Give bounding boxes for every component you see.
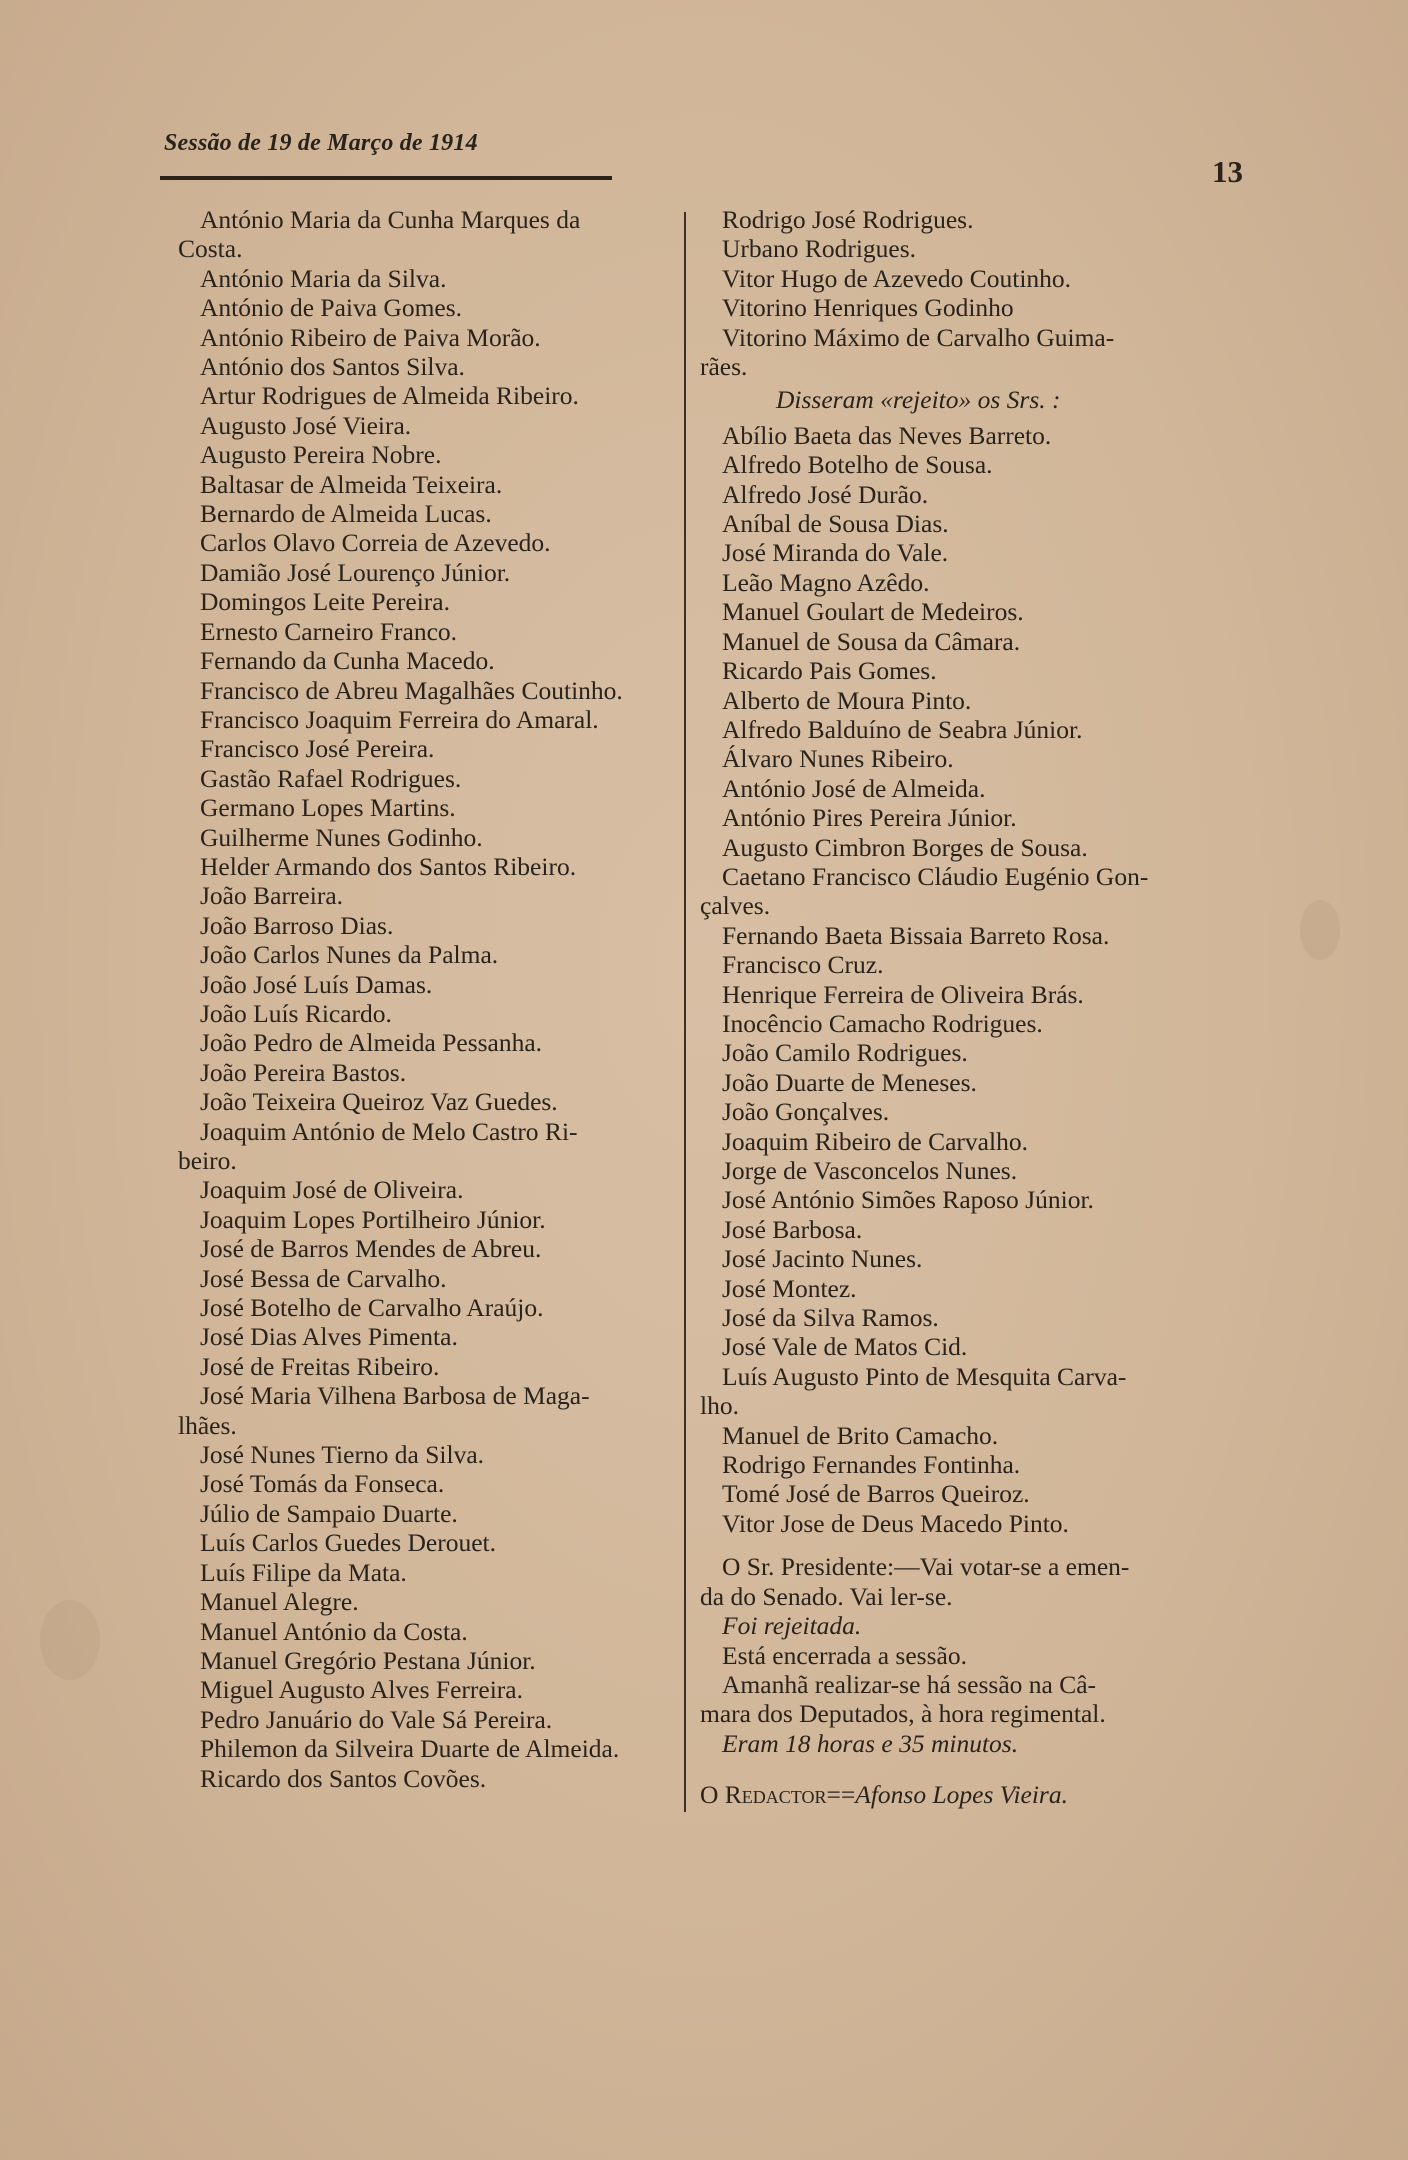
deputy-name: Henrique Ferreira de Oliveira Brás.	[722, 979, 1084, 1009]
deputy-name: João Camilo Rodrigues.	[722, 1038, 968, 1068]
session-title: Sessão de 19 de Março de 1914	[164, 130, 478, 156]
deputy-name: João Duarte de Meneses.	[722, 1067, 977, 1097]
deputy-name: çalves.	[700, 891, 771, 921]
deputy-name: José Jacinto Nunes.	[722, 1244, 923, 1274]
deputy-name: Manuel António da Costa.	[200, 1616, 468, 1646]
deputy-name: Joaquim José de Oliveira.	[200, 1175, 464, 1205]
paper-stain	[40, 1600, 100, 1680]
deputy-name: Fernando da Cunha Macedo.	[200, 646, 495, 676]
deputy-name: António dos Santos Silva.	[200, 352, 465, 382]
deputy-name: João Luís Ricardo.	[200, 998, 392, 1028]
deputy-name: Álvaro Nunes Ribeiro.	[722, 744, 954, 774]
deputy-name: José Maria Vilhena Barbosa de Maga-	[200, 1381, 590, 1411]
president-speech-1: —Vai votar-se a emen-	[894, 1552, 1130, 1582]
closing-time: Eram 18 horas e 35 minutos.	[722, 1728, 1019, 1758]
deputy-name: João José Luís Damas.	[200, 969, 433, 999]
deputy-name: Ricardo Pais Gomes.	[722, 656, 937, 686]
next-session-2: mara dos Deputados, à hora regimental.	[700, 1699, 1106, 1729]
paper-stain	[1300, 900, 1340, 960]
deputy-name: Júlio de Sampaio Duarte.	[200, 1498, 458, 1528]
deputy-name: José António Simões Raposo Júnior.	[722, 1185, 1094, 1215]
session-closed: Está encerrada a sessão.	[722, 1640, 967, 1670]
deputy-name: Ricardo dos Santos Covões.	[200, 1763, 487, 1793]
deputy-name: Luís Carlos Guedes Derouet.	[200, 1528, 497, 1558]
deputy-name: Tomé José de Barros Queiroz.	[722, 1479, 1030, 1509]
deputy-name: Luís Augusto Pinto de Mesquita Carva-	[722, 1361, 1127, 1391]
deputy-name: Gastão Rafael Rodrigues.	[200, 763, 462, 793]
deputy-name: António José de Almeida.	[722, 773, 986, 803]
deputy-name: José Barbosa.	[722, 1214, 863, 1244]
deputy-name: José de Barros Mendes de Abreu.	[200, 1234, 542, 1264]
deputy-name: Alfredo Balduíno de Seabra Júnior.	[722, 714, 1083, 744]
deputy-name: beiro.	[178, 1146, 237, 1175]
rejected-heading: Disseram «rejeito» os Srs. :	[776, 385, 1061, 415]
rejected-result: Foi rejeitada.	[722, 1611, 862, 1641]
deputy-name: João Barreira.	[200, 881, 344, 911]
header-rule	[160, 176, 612, 180]
deputy-name: Helder Armando dos Santos Ribeiro.	[200, 851, 577, 881]
deputy-name: José Tomás da Fonseca.	[200, 1469, 445, 1499]
deputy-name: Augusto José Vieira.	[200, 410, 412, 440]
deputy-name: Bernardo de Almeida Lucas.	[200, 499, 492, 529]
deputy-name: Alfredo Botelho de Sousa.	[722, 450, 993, 480]
next-session-1: Amanhã realizar-se há sessão na Câ-	[722, 1669, 1097, 1699]
president-speech-2: da do Senado. Vai ler-se.	[700, 1581, 953, 1611]
deputy-name: Germano Lopes Martins.	[200, 793, 456, 823]
deputy-name: José Botelho de Carvalho Araújo.	[200, 1293, 544, 1323]
deputy-name: José de Freitas Ribeiro.	[200, 1351, 440, 1381]
deputy-name: Manuel de Sousa da Câmara.	[722, 626, 1021, 656]
page-number: 13	[1212, 154, 1243, 189]
deputy-name: António de Paiva Gomes.	[200, 293, 463, 323]
deputy-name: Leão Magno Azêdo.	[722, 567, 930, 597]
deputy-name: Domingos Leite Pereira.	[200, 587, 450, 617]
deputy-name: Aníbal de Sousa Dias.	[722, 509, 949, 539]
deputy-name: José Vale de Matos Cid.	[722, 1332, 968, 1362]
deputy-name: Augusto Cimbron Borges de Sousa.	[722, 832, 1088, 862]
deputy-name: Rodrigo José Rodrigues.	[722, 205, 974, 234]
deputy-name: Urbano Rodrigues.	[722, 234, 917, 264]
deputy-name: Manuel Gregório Pestana Júnior.	[200, 1645, 536, 1675]
redactor-separator: ==	[826, 1780, 856, 1810]
deputy-name: Vitor Jose de Deus Macedo Pinto.	[722, 1508, 1069, 1538]
deputy-name: José Montez.	[722, 1273, 857, 1303]
deputy-name: Miguel Augusto Alves Ferreira.	[200, 1675, 523, 1705]
deputy-name: rães.	[700, 352, 748, 382]
deputy-name: Abílio Baeta das Neves Barreto.	[722, 420, 1052, 450]
deputy-name: Manuel de Brito Camacho.	[722, 1420, 999, 1450]
deputy-name: António Maria da Silva.	[200, 263, 447, 293]
president-line-1	[700, 1552, 1232, 1581]
deputy-name: Francisco Cruz.	[722, 950, 884, 980]
deputy-name: João Barroso Dias.	[200, 910, 394, 940]
deputy-name: José Dias Alves Pimenta.	[200, 1322, 458, 1352]
deputy-name: lhães.	[178, 1410, 237, 1440]
rejected-names-list	[700, 421, 1232, 1538]
deputy-name: Rodrigo Fernandes Fontinha.	[722, 1450, 1021, 1480]
deputy-name: Carlos Olavo Correia de Azevedo.	[200, 528, 551, 558]
deputy-name: Pedro Januário do Vale Sá Pereira.	[200, 1704, 553, 1734]
deputy-name: Alfredo José Durão.	[722, 479, 929, 509]
deputy-name: Augusto Pereira Nobre.	[200, 440, 442, 470]
deputy-name: Costa.	[178, 234, 243, 264]
deputy-name: Jorge de Vasconcelos Nunes.	[722, 1156, 1018, 1185]
deputy-name: João Carlos Nunes da Palma.	[200, 940, 499, 970]
deputy-name: José Bessa de Carvalho.	[200, 1263, 447, 1293]
spacer	[700, 1538, 1232, 1552]
deputy-name: António Maria da Cunha Marques da	[200, 205, 581, 234]
deputy-name: Francisco de Abreu Magalhães Coutinho.	[200, 675, 623, 705]
deputy-name: Manuel Alegre.	[200, 1587, 359, 1617]
deputy-name: Joaquim António de Melo Castro Ri-	[200, 1116, 578, 1146]
deputy-name: António Pires Pereira Júnior.	[722, 803, 1017, 833]
deputy-name: Ernesto Carneiro Franco.	[200, 616, 458, 646]
deputy-name: António Ribeiro de Paiva Morão.	[200, 322, 541, 352]
column-divider	[684, 212, 686, 1812]
deputy-name: Artur Rodrigues de Almeida Ribeiro.	[200, 381, 579, 411]
deputy-name: José da Silva Ramos.	[722, 1303, 939, 1333]
left-column	[178, 205, 688, 1793]
deputy-name: Philemon da Silveira Duarte de Almeida.	[200, 1734, 620, 1764]
president-speaker: O Sr. Presidente:	[722, 1552, 895, 1582]
deputy-name: Manuel Goulart de Medeiros.	[722, 597, 1024, 627]
deputy-name: Damião José Lourenço Júnior.	[200, 557, 511, 587]
redactor-label: O Redactor	[700, 1780, 827, 1810]
right-column	[700, 205, 1232, 1810]
deputy-name: João Gonçalves.	[722, 1097, 890, 1127]
deputy-name: João Pereira Bastos.	[200, 1057, 407, 1087]
redactor-name: Afonso Lopes Vieira.	[855, 1780, 1068, 1810]
deputy-name: Inocêncio Camacho Rodrigues.	[722, 1008, 1043, 1038]
deputy-name: lho.	[700, 1391, 739, 1421]
deputy-name: João Pedro de Almeida Pessanha.	[200, 1028, 543, 1058]
deputy-name: Joaquim Lopes Portilheiro Júnior.	[200, 1204, 546, 1234]
deputy-name: Vitor Hugo de Azevedo Coutinho.	[722, 263, 1072, 293]
deputy-name: José Miranda do Vale.	[722, 538, 949, 568]
deputy-name: Vitorino Máximo de Carvalho Guima-	[722, 322, 1115, 352]
deputy-name: Francisco José Pereira.	[200, 734, 435, 764]
deputy-name: José Nunes Tierno da Silva.	[200, 1440, 485, 1470]
deputy-name: Vitorino Henriques Godinho	[722, 293, 1014, 323]
deputy-name: Caetano Francisco Cláudio Eugénio Gon-	[722, 861, 1149, 891]
approved-names-continued	[700, 205, 1232, 381]
deputy-name: Baltasar de Almeida Teixeira.	[200, 469, 503, 499]
deputy-name: Joaquim Ribeiro de Carvalho.	[722, 1126, 1028, 1156]
deputy-name: Alberto de Moura Pinto.	[722, 685, 972, 715]
deputy-name: Francisco Joaquim Ferreira do Amaral.	[200, 704, 599, 734]
deputy-name: Luís Filipe da Mata.	[200, 1557, 407, 1587]
deputy-name: Guilherme Nunes Godinho.	[200, 822, 483, 852]
deputy-name: Fernando Baeta Bissaia Barreto Rosa.	[722, 920, 1110, 950]
deputy-name: João Teixeira Queiroz Vaz Guedes.	[200, 1087, 558, 1117]
redactor-line	[700, 1780, 1232, 1809]
